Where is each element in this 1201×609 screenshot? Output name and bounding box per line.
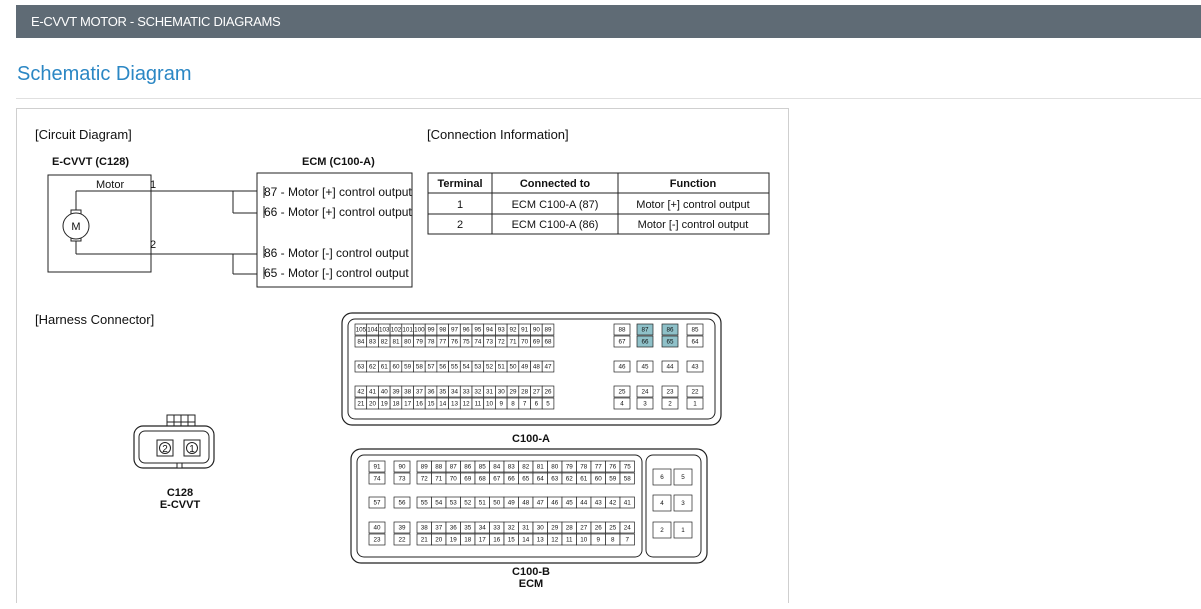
schematic-diagram-panel: [16, 108, 789, 603]
pin-number: 12: [462, 400, 470, 408]
pin-number: 34: [478, 524, 486, 532]
motor-label: Motor: [96, 179, 125, 191]
pin-number: 35: [439, 388, 447, 396]
pin-number: 69: [532, 338, 540, 346]
pin-number: 46: [551, 499, 559, 507]
pin-number: 90: [532, 326, 540, 334]
pin-number: 75: [462, 338, 470, 346]
pin-number: 100: [414, 326, 425, 334]
pin-number: 83: [369, 338, 377, 346]
pin-number: 60: [594, 475, 602, 483]
pin-number: 67: [493, 475, 501, 483]
pin-number: 50: [493, 499, 501, 507]
pin-number: 10: [580, 536, 588, 544]
pin-number: 56: [439, 363, 447, 371]
c128-sublabel: E-CVVT: [159, 499, 201, 511]
table-header-terminal: Terminal: [437, 178, 483, 190]
pin-number: 15: [427, 400, 435, 408]
pin-number: 93: [497, 326, 505, 334]
pin-number: 44: [666, 363, 674, 371]
pin-number: 101: [402, 326, 413, 334]
pin-number: 49: [507, 499, 515, 507]
header-title: E-CVVT MOTOR - SCHEMATIC DIAGRAMS: [31, 14, 281, 29]
table-cell-r1-function: Motor [+] control output: [636, 199, 750, 211]
pin-number: 83: [507, 463, 515, 471]
pin-number: 33: [493, 524, 501, 532]
pin-number: 72: [420, 475, 428, 483]
pin-number: 74: [474, 338, 482, 346]
pin-number: 58: [623, 475, 631, 483]
pin-number: 82: [522, 463, 530, 471]
pin-number: 67: [618, 338, 626, 346]
pin-number: 48: [522, 499, 530, 507]
pin-number: 53: [474, 363, 482, 371]
pin-number: 76: [450, 338, 458, 346]
pin-number: 72: [497, 338, 505, 346]
pin-number: 11: [565, 536, 573, 544]
pin-number: 28: [521, 388, 529, 396]
table-cell-r1-connected: ECM C100-A (87): [511, 199, 599, 211]
pin-number: 88: [435, 463, 443, 471]
pin-number: 59: [404, 363, 412, 371]
pin-number: 14: [439, 400, 447, 408]
pin-number: 41: [369, 388, 377, 396]
pin-number: 61: [580, 475, 588, 483]
pin-number: 105: [355, 326, 367, 334]
pin-number: 52: [486, 363, 494, 371]
pin-number: 37: [435, 524, 443, 532]
pin-number: 85: [478, 463, 486, 471]
pin-number: 27: [532, 388, 540, 396]
pin-number: 6: [534, 400, 539, 408]
pin-number: 32: [474, 388, 482, 396]
pin-number: 80: [551, 463, 559, 471]
c128-pin-2: 2: [162, 444, 168, 455]
pin-number: 29: [509, 388, 517, 396]
pin-number: 68: [478, 475, 486, 483]
ecm-title: ECM (C100-A): [302, 156, 375, 168]
pin-number: 65: [666, 338, 674, 346]
c100b-connector: [351, 449, 707, 563]
pin-number: 20: [369, 400, 377, 408]
pin-number: 34: [450, 388, 458, 396]
pin-number: 24: [641, 388, 649, 396]
pin-number: 78: [580, 463, 588, 471]
pin-number: 78: [427, 338, 435, 346]
pin-number: 79: [415, 338, 423, 346]
pin-number: 30: [536, 524, 544, 532]
pin-number: 51: [478, 499, 486, 507]
pin-number: 41: [623, 499, 631, 507]
c100a-label: C100-A: [512, 433, 550, 445]
pin-number: 23: [373, 536, 381, 544]
pin-number: 79: [565, 463, 573, 471]
pin-number: 2: [668, 400, 672, 408]
pin-number: 27: [580, 524, 588, 532]
pin-number: 98: [439, 326, 447, 334]
pin-number: 87: [449, 463, 457, 471]
c100b-sublabel: ECM: [518, 578, 544, 590]
pin-number: 57: [373, 499, 381, 507]
pin-number: 53: [449, 499, 457, 507]
pin-number: 86: [666, 326, 674, 334]
pin-number: 38: [404, 388, 412, 396]
c128-pin-1: 1: [189, 444, 195, 455]
harness-heading: [Harness Connector]: [35, 312, 155, 327]
pin-number: 84: [493, 463, 501, 471]
pin-number: 56: [398, 499, 406, 507]
pin-number: 73: [398, 475, 406, 483]
pin-number: 25: [609, 524, 617, 532]
pin-number: 20: [435, 536, 443, 544]
pin-number: 36: [449, 524, 457, 532]
pin-number: 18: [464, 536, 472, 544]
pin-number: 47: [536, 499, 544, 507]
circuit-heading: [Circuit Diagram]: [35, 127, 132, 142]
c100b-label: C100-B: [512, 566, 550, 578]
pin-number: 54: [462, 363, 470, 371]
pin-number: 40: [380, 388, 388, 396]
pin-number: 66: [641, 338, 649, 346]
pin-number: 33: [462, 388, 470, 396]
pin-number: 9: [499, 400, 504, 408]
pin-number: 21: [357, 400, 365, 408]
pin-number: 11: [474, 400, 482, 408]
pin-number: 5: [546, 400, 550, 408]
pin-number: 13: [536, 536, 544, 544]
ecm-line-86: 86 - Motor [-] control output: [264, 246, 409, 260]
pin-number: 22: [398, 536, 406, 544]
table-cell-r1-terminal: 1: [456, 199, 464, 211]
pin-number: 91: [521, 326, 529, 334]
pin-number: 63: [357, 363, 365, 371]
pin-number: 18: [392, 400, 400, 408]
pin-number: 8: [511, 400, 515, 408]
connection-heading: [Connection Information]: [427, 127, 569, 142]
pin-number: 81: [536, 463, 544, 471]
pin-number: 84: [357, 338, 365, 346]
ecm-line-66: 66 - Motor [+] control output: [264, 205, 412, 219]
pin-number: 45: [641, 363, 649, 371]
c128-connector: [134, 415, 214, 468]
pin-number: 31: [522, 524, 530, 532]
pin-number: 39: [398, 524, 406, 532]
pin-number: 44: [580, 499, 588, 507]
title-divider: [16, 98, 1201, 99]
pin-number: 42: [609, 499, 617, 507]
pin-number: 92: [509, 326, 517, 334]
pin-number: 103: [378, 326, 390, 334]
pin-number: 70: [521, 338, 529, 346]
pin-number: 81: [392, 338, 400, 346]
pin-number: 58: [415, 363, 423, 371]
pin-number: 28: [565, 524, 573, 532]
pin-number: 26: [594, 524, 602, 532]
pin-number: 21: [420, 536, 428, 544]
pin-number: 7: [522, 400, 527, 408]
pin-number: 47: [544, 363, 552, 371]
pin-number: 17: [478, 536, 486, 544]
pin-number: 77: [594, 463, 602, 471]
pin-number: 3: [681, 500, 685, 508]
pin-number: 29: [551, 524, 559, 532]
pin-number: 49: [521, 363, 529, 371]
pin-number: 75: [623, 463, 631, 471]
pin-number: 25: [618, 388, 626, 396]
pin-number: 65: [522, 475, 530, 483]
pin-number: 19: [449, 536, 457, 544]
pin-number: 97: [450, 326, 458, 334]
pin-number: 13: [450, 400, 458, 408]
c100a-connector: [342, 313, 721, 425]
c128-label: C128: [166, 487, 194, 499]
pin-number: 50: [509, 363, 517, 371]
pin-number: 4: [660, 500, 664, 508]
pin-number: 55: [420, 499, 428, 507]
pin-number: 35: [464, 524, 472, 532]
pin-number: 26: [544, 388, 552, 396]
pin-number: 5: [681, 474, 685, 482]
pin-number: 86: [464, 463, 472, 471]
pin-number: 19: [380, 400, 388, 408]
pin-number: 55: [450, 363, 458, 371]
pin-number: 1: [681, 527, 685, 535]
pin-number: 46: [618, 363, 626, 371]
pin-number: 39: [392, 388, 400, 396]
pin-number: 2: [660, 527, 664, 535]
pin-number: 1: [693, 400, 697, 408]
pin-number: 89: [544, 326, 552, 334]
pin-number: 37: [415, 388, 423, 396]
pin-number: 16: [493, 536, 501, 544]
pin-number: 36: [427, 388, 435, 396]
pin-number: 38: [420, 524, 428, 532]
ecm-line-65: 65 - Motor [-] control output: [264, 266, 409, 280]
pin-number: 77: [439, 338, 447, 346]
pin-number: 91: [373, 463, 381, 471]
pin-number: 16: [415, 400, 423, 408]
motor-component-label: E-CVVT (C128): [52, 156, 130, 168]
pin-number: 71: [509, 338, 517, 346]
pin-number: 102: [390, 326, 402, 334]
pin-number: 24: [623, 524, 631, 532]
pin-number: 9: [596, 536, 601, 544]
pin-number: 90: [398, 463, 406, 471]
table-cell-r2-terminal: 2: [456, 219, 464, 231]
pin-number: 62: [369, 363, 377, 371]
pin-number: 96: [462, 326, 470, 334]
pin-number: 82: [380, 338, 388, 346]
pin-number: 60: [392, 363, 400, 371]
pin-number: 68: [544, 338, 552, 346]
table-cell-r2-connected: ECM C100-A (86): [511, 219, 599, 231]
pin-number: 94: [486, 326, 494, 334]
pin-number: 59: [609, 475, 617, 483]
motor-pin-1: 1: [150, 179, 157, 191]
pin-number: 10: [486, 400, 494, 408]
pin-number: 43: [691, 363, 699, 371]
pin-number: 30: [497, 388, 505, 396]
pin-number: 85: [691, 326, 699, 334]
pin-number: 12: [551, 536, 559, 544]
pin-number: 63: [551, 475, 559, 483]
pin-number: 87: [641, 326, 649, 334]
pin-number: 42: [357, 388, 365, 396]
pin-number: 8: [610, 536, 615, 544]
pin-number: 71: [435, 475, 443, 483]
pin-number: 99: [427, 326, 435, 334]
pin-number: 95: [474, 326, 482, 334]
pin-number: 15: [507, 536, 515, 544]
pin-number: 31: [486, 388, 494, 396]
pin-number: 43: [594, 499, 602, 507]
section-title: Schematic Diagram: [17, 63, 192, 85]
table-header-connected: Connected to: [519, 178, 591, 190]
pin-number: 89: [420, 463, 428, 471]
pin-number: 14: [522, 536, 530, 544]
pin-number: 48: [532, 363, 540, 371]
pin-number: 64: [691, 338, 699, 346]
pin-number: 54: [435, 499, 443, 507]
pin-number: 70: [449, 475, 457, 483]
pin-number: 51: [497, 363, 505, 371]
pin-number: 22: [691, 388, 699, 396]
pin-number: 52: [464, 499, 472, 507]
pin-number: 4: [620, 400, 624, 408]
pin-number: 45: [565, 499, 573, 507]
pin-number: 17: [404, 400, 412, 408]
pin-number: 73: [486, 338, 494, 346]
pin-number: 61: [380, 363, 388, 371]
pin-number: 88: [618, 326, 626, 334]
pin-number: 40: [373, 524, 381, 532]
pin-number: 69: [464, 475, 472, 483]
schematic-svg: [17, 109, 790, 604]
pin-number: 57: [427, 363, 435, 371]
pin-number: 7: [625, 536, 630, 544]
page-header-bar: [16, 5, 1201, 38]
pin-number: 64: [536, 475, 544, 483]
pin-number: 104: [367, 326, 378, 334]
table-cell-r2-function: Motor [-] control output: [637, 219, 749, 231]
pin-number: 74: [373, 475, 381, 483]
pin-number: 76: [609, 463, 617, 471]
table-header-function: Function: [669, 178, 717, 190]
pin-number: 80: [404, 338, 412, 346]
motor-symbol-letter: M: [71, 221, 81, 233]
pin-number: 23: [666, 388, 674, 396]
pin-number: 66: [507, 475, 515, 483]
pin-number: 6: [660, 474, 664, 482]
pin-number: 32: [507, 524, 515, 532]
pin-number: 62: [565, 475, 573, 483]
ecm-line-87: 87 - Motor [+] control output: [264, 185, 412, 199]
pin-number: 3: [643, 400, 647, 408]
motor-pin-2: 2: [150, 239, 157, 251]
